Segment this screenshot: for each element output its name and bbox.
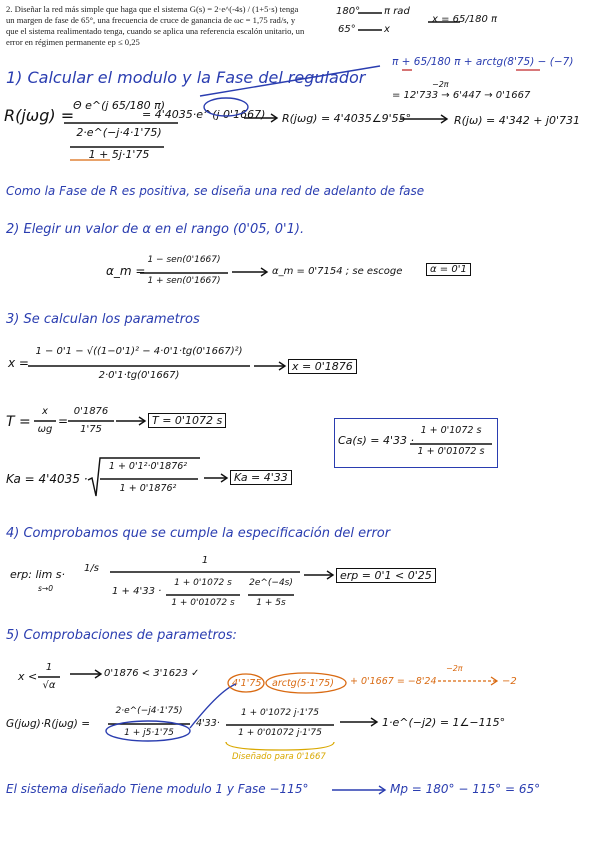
problem-line1b: tenga un margen de bbox=[6, 4, 299, 25]
error-c-num: 1 + 0'1072 s bbox=[174, 578, 232, 588]
section4-title: 4) Comprobamos que se cumple la especificación del error bbox=[6, 526, 391, 541]
T-equals: = bbox=[58, 414, 69, 428]
error-lim-sub: s→0 bbox=[38, 584, 53, 593]
section1-result-rect: R(jω) = 4'342 + j0'731 bbox=[454, 114, 581, 127]
lead-network-note: Como la Fase de R es positiva, se diseña una red de adelanto de fase bbox=[6, 184, 425, 198]
check1-lhs: x < bbox=[18, 670, 38, 683]
T-lhs: T = bbox=[6, 414, 31, 430]
error-lhs: erp: lim s· bbox=[10, 568, 66, 581]
phase-term-c: + 0'1667 = −8'24 bbox=[350, 676, 437, 687]
T-frac-num: x bbox=[42, 406, 48, 417]
Ka-sqrt bbox=[88, 458, 200, 496]
phase-b-circle bbox=[266, 673, 346, 693]
x-denominator: 2·0'1·tg(0'1667) bbox=[98, 370, 180, 381]
rule-result: x = 65/180 π bbox=[432, 14, 498, 25]
loop-g-num: 2·e^(−j4·1'75) bbox=[115, 706, 183, 716]
final-phase-margin: Mp = 180° − 115° = 65° bbox=[390, 782, 541, 796]
phase-a-circle bbox=[228, 674, 264, 692]
section1-result-polar: R(jωg) = 4'4035∠9'55° bbox=[282, 112, 412, 125]
error-c-den: 1 + 0'01072 s bbox=[171, 598, 235, 608]
designed-brace bbox=[226, 742, 334, 750]
rule-x: x bbox=[384, 24, 390, 35]
loop-result: 1·e^(−j2) = 1∠−115° bbox=[382, 716, 506, 729]
Ka-denominator: 1 + 0'1876² bbox=[119, 483, 177, 494]
section1-plant-num: 2·e^(−j·4·1'75) bbox=[76, 126, 162, 139]
section1-title: 1) Calcular el modulo y la Fase del regulador bbox=[6, 68, 366, 87]
T-denominator: 1'75 bbox=[80, 424, 102, 435]
T-numerator: 0'1876 bbox=[73, 406, 109, 417]
controller-lhs: Ca(s) = 4'33 · bbox=[338, 434, 414, 447]
error-gain: 1 + 4'33 · bbox=[112, 586, 162, 597]
x-result-box: x = 0'1876 bbox=[288, 359, 357, 374]
problem-line4: régimen permanente ep ≤ 0,25 bbox=[35, 37, 140, 47]
section2-result: α_m = 0'7154 ; se escoge bbox=[272, 266, 403, 277]
loop-r-den: 1 + 0'01072 j·1'75 bbox=[238, 728, 322, 738]
section1-title-strike bbox=[200, 66, 380, 96]
final-statement: El sistema diseñado Tiene modulo 1 y Fase −115° bbox=[6, 782, 309, 796]
rule-pi: π rad bbox=[384, 6, 410, 17]
phase-final: −2 bbox=[502, 676, 517, 687]
plant-link bbox=[190, 684, 236, 728]
section1-result: = 4'4035·e^(j 0'1667) bbox=[142, 108, 266, 121]
error-one-over-s: 1/s bbox=[84, 563, 99, 574]
loop-r-gain: 4'33· bbox=[196, 718, 220, 729]
section1-lhs: R(jωg) = bbox=[4, 106, 75, 125]
Ka-result-box: Ka = 4'33 bbox=[230, 470, 292, 485]
phase-sum: π + 65/180 π + arctg(8'75) − (−7) bbox=[392, 56, 574, 68]
section2-den: 1 + sen(0'1667) bbox=[147, 276, 221, 286]
Ka-lhs: Ka = 4'4035 · bbox=[6, 472, 88, 486]
error-g-num: 2e^(−4s) bbox=[249, 578, 293, 588]
phase-arrow-label: −2π bbox=[432, 80, 449, 89]
section2-num: 1 − sen(0'1667) bbox=[147, 255, 221, 265]
problem-number: 2. bbox=[6, 4, 13, 14]
T-result-box: T = 0'1072 s bbox=[148, 413, 226, 428]
section1-num: Θ e^(j 65/180 π) bbox=[72, 99, 166, 112]
T-frac-den: ωg bbox=[37, 424, 53, 435]
section3-title: 3) Se calculan los parametros bbox=[6, 312, 200, 327]
problem-line1: Diseñar la red más simple que haga que el sistema bbox=[14, 4, 188, 14]
error-result-box: erp = 0'1 < 0'25 bbox=[336, 568, 436, 583]
loop-g-den: 1 + j5·1'75 bbox=[124, 728, 174, 738]
Ka-numerator: 1 + 0'1²·0'1876² bbox=[108, 461, 188, 472]
rule-65: 65° bbox=[338, 24, 356, 35]
designed-for-note: Diseñado para 0'1667 bbox=[232, 752, 326, 762]
section1-plant-den: 1 + 5j·1'75 bbox=[88, 148, 150, 161]
rule-180: 180° bbox=[336, 6, 361, 17]
problem-line2: fase de 65°, una frecuencia de cruce de ganancia de ωc = 1,75 rad/s, y que el sistema bbox=[6, 15, 296, 36]
phase-result: = 12'733 → 6'447 → 0'1667 bbox=[392, 90, 531, 101]
x-numerator: 1 − 0'1 − √((1−0'1)² − 4·0'1·tg(0'1667)²) bbox=[35, 346, 243, 357]
phase-arrow-label-2: −2π bbox=[446, 664, 463, 673]
phase-term-b: arctg(5·1'75) bbox=[272, 678, 334, 689]
phase-term-a: 4'1'75 bbox=[232, 678, 262, 689]
controller-denominator: 1 + 0'01072 s bbox=[417, 446, 485, 457]
error-g-den: 1 + 5s bbox=[256, 598, 286, 608]
problem-line3: realimentado tenga, cuando se aplica una referencia escalón unitario, un error en bbox=[6, 26, 305, 47]
problem-plant: G(s) = 2·e^(-4s) / (1+5·s) bbox=[189, 4, 278, 14]
section5-title: 5) Comprobaciones de parametros: bbox=[6, 628, 237, 643]
section2-lhs: α_m = bbox=[106, 264, 146, 278]
loop-r-num: 1 + 0'1072 j·1'75 bbox=[241, 708, 319, 718]
alpha-chosen-box: α = 0'1 bbox=[426, 263, 471, 276]
error-big-num: 1 bbox=[201, 555, 209, 566]
check1-frac-den: √α bbox=[42, 680, 56, 691]
section2-title: 2) Elegir un valor de α en el rango (0'05, 0'1). bbox=[6, 222, 305, 237]
loop-lhs: G(jωg)·R(jωg) = bbox=[6, 718, 91, 730]
phase-circle bbox=[204, 98, 248, 116]
controller-numerator: 1 + 0'1072 s bbox=[420, 425, 482, 436]
x-lhs: x = bbox=[8, 356, 29, 370]
check1-frac-num: 1 bbox=[45, 662, 53, 673]
check1-result: 0'1876 < 3'1623 ✓ bbox=[104, 668, 200, 679]
